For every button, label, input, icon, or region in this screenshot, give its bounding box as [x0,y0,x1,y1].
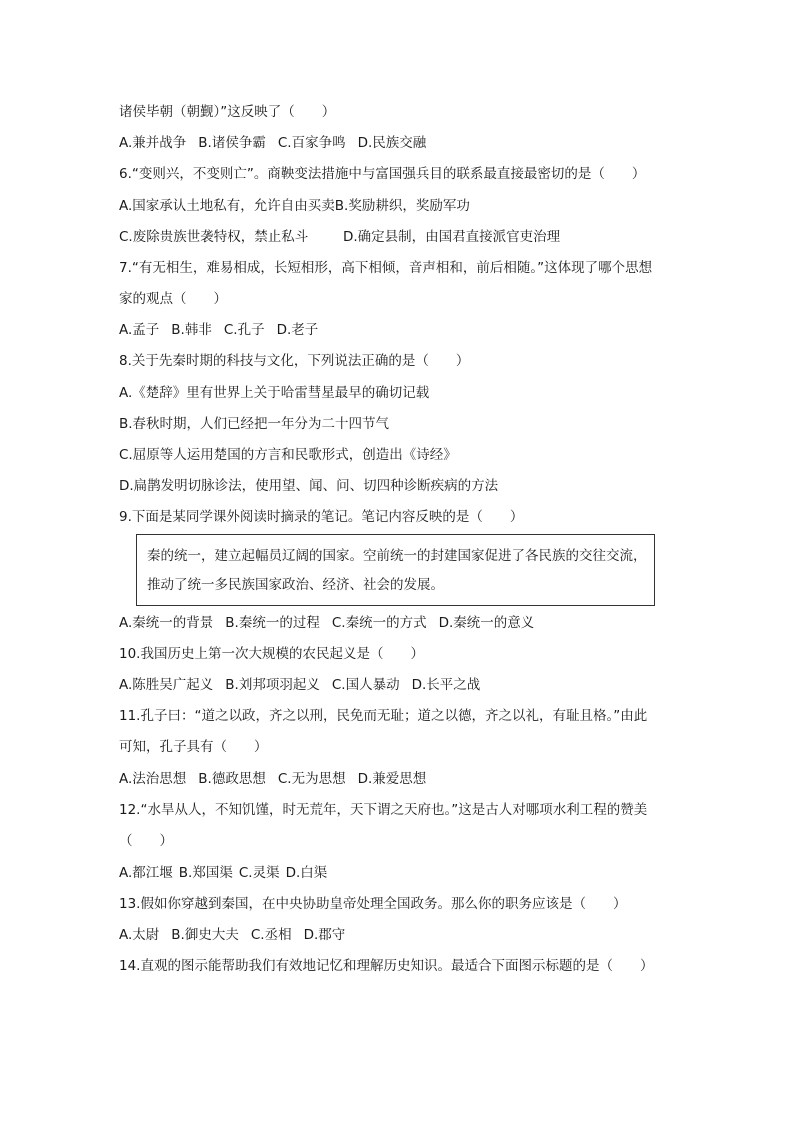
q7-option-c: C.孔子 [223,322,265,338]
q6-option-d: D.确定县制，由国君直接派官吏治理 [343,229,561,245]
q6-options-cd [119,227,679,247]
q12-option-d: D.白渠 [285,865,328,881]
q11-option-d: D.兼爱思想 [357,771,427,787]
q10-option-b: B.刘邦项羽起义 [225,677,320,693]
q12-stem-2: （ ） [119,833,173,849]
q10-options [119,675,679,695]
q10-option-c: C.国人暴动 [331,677,400,693]
q6-options-ab: A.国家承认土地私有，允许自由买卖B.奖励耕织，奖励军功 [119,198,470,214]
q13-option-c: C.丞相 [250,927,292,943]
q9-note-box [136,534,655,606]
q6-option-c: C.废除贵族世袭特权，禁止私斗 [119,229,309,245]
q13-option-d: D.郡守 [303,927,346,943]
q14-stem: 14.直观的图示能帮助我们有效地记忆和理解历史知识。最适合下面图示标题的是（ ） [119,958,654,974]
q6-stem: 6.“变则兴，不变则亡”。商鞅变法措施中与富国强兵目的联系最直接最密切的是（ ） [119,166,646,182]
q5-options [119,133,679,153]
q11-options [119,769,679,789]
q8-option-c: C.屈原等人运用楚国的方言和民歌形式，创造出《诗经》 [119,447,457,463]
q11-option-b: B.德政思想 [198,771,266,787]
q5-option-b: B.诸侯争霸 [198,135,266,151]
q9-option-c: C.秦统一的方式 [331,615,427,631]
q11-stem-1: 11.孔子曰：“道之以政，齐之以刑，民免而无耻；道之以德，齐之以礼，有耻且格。”由此 [119,708,648,724]
q12-options [119,863,679,883]
q13-option-a: A.太尉 [119,927,160,943]
q11-option-a: A.法治思想 [119,771,187,787]
q10-option-d: D.长平之战 [411,677,481,693]
q9-stem: 9.下面是某同学课外阅读时摘录的笔记。笔记内容反映的是（ ） [119,509,524,525]
q12-option-a: A.都江堰 [119,865,173,881]
q9-option-b: B.秦统一的过程 [225,615,320,631]
q9-option-a: A.秦统一的背景 [119,615,214,631]
q5-option-c: C.百家争鸣 [277,135,346,151]
q7-stem-1: 7.“有无相生，难易相成，长短相形，高下相倾，音声相和，前后相随。”这体现了哪个思想 [119,260,653,276]
q10-option-a: A.陈胜吴广起义 [119,677,214,693]
q5-stem-tail: 诸侯毕朝（朝觐）”这反映了（ ） [119,104,336,120]
q12-option-b: B.郑国渠 [178,865,233,881]
q5-option-d: D.民族交融 [357,135,427,151]
q11-stem-2: 可知，孔子具有（ ） [119,739,268,755]
q7-options [119,320,679,340]
q9-note-line-1: 秦的统一，建立起幅员辽阔的国家。空前统一的封建国家促进了各民族的交往交流， [147,548,647,564]
q8-option-d: D.扁鹊发明切脉诊法，使用望、闻、问、切四种诊断疾病的方法 [119,478,499,494]
q13-stem: 13.假如你穿越到秦国，在中央协助皇帝处理全国政务。那么你的职务应该是（ ） [119,896,627,912]
q9-options [119,613,679,633]
q9-note-line-2: 推动了统一多民族国家政治、经济、社会的发展。 [147,577,444,593]
q12-stem-1: 12.“水旱从人，不知饥馑，时无荒年，天下谓之天府也。”这是古人对哪项水利工程的赞美 [119,802,648,818]
q9-option-d: D.秦统一的意义 [438,615,535,631]
q8-stem: 8.关于先秦时期的科技与文化，下列说法正确的是（ ） [119,353,470,369]
q7-option-d: D.老子 [276,322,319,338]
q10-stem: 10.我国历史上第一次大规模的农民起义是（ ） [119,646,424,662]
q13-option-b: B.御史大夫 [171,927,239,943]
q5-option-a: A.兼并战争 [119,135,187,151]
q11-option-c: C.无为思想 [277,771,346,787]
q7-option-b: B.韩非 [171,322,212,338]
q12-option-c: C.灵渠 [238,865,280,881]
q7-stem-2: 家的观点（ ） [119,291,227,307]
q7-option-a: A.孟子 [119,322,160,338]
q8-option-a: A.《楚辞》里有世界上关于哈雷彗星最早的确切记载 [119,385,430,401]
q13-options [119,925,679,945]
q8-option-b: B.春秋时期，人们已经把一年分为二十四节气 [119,416,390,432]
